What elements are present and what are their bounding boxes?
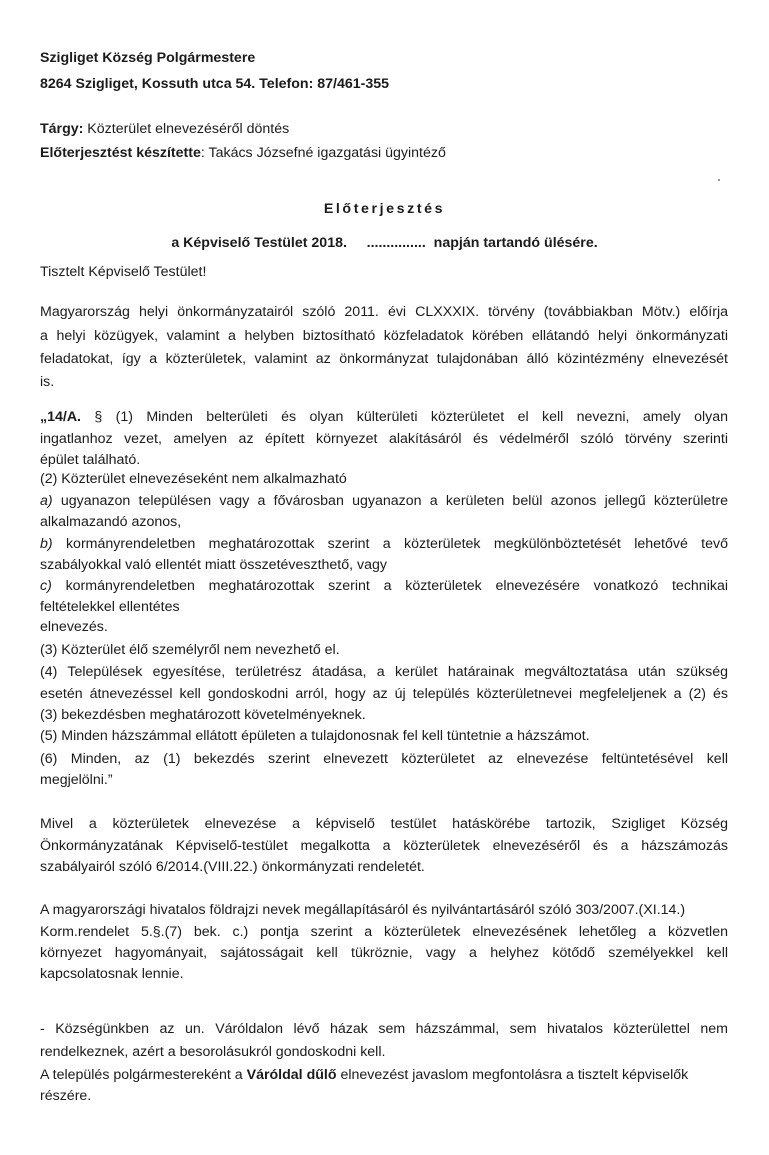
para2-line-3: szabályairól szóló 6/2014.(VIII.22.) önkormányzati rendeletét. xyxy=(40,859,425,875)
quote-line-1 xyxy=(40,408,728,426)
quote-p4-line-2: esetén átnevezéssel kell gondoskodni arról, hogy az új település közterületnevei megfeleljenek a (2) és xyxy=(40,686,728,702)
quote-c-text: kormányrendeletben meghatározottak szerint a közterületek elnevezésére vonatkozó technikai xyxy=(51,578,728,594)
proposal-post: elnevezést javaslom megfontolásra a tisztelt képviselők xyxy=(336,1067,689,1083)
quote-lead: „14/A. xyxy=(40,409,82,425)
header-address: 8264 Szigliget, Kossuth utca 54. Telefon: 87/461-355 xyxy=(40,76,390,92)
subtitle-part2: napján tartandó ülésére. xyxy=(433,235,598,251)
quote-a-text: ugyanazon településen vagy a fővárosban ugyanazon a kerületen belül azonos jellegű közterületre xyxy=(52,493,728,509)
prepared-text: : Takács Józsefné igazgatási ügyintéző xyxy=(200,145,446,161)
quote-p4-line-1: (4) Települések egyesítése, területrész átadása, a kerület határainak megváltoztatása után szükség xyxy=(40,664,728,680)
quote-p6-line-1: (6) Minden, az (1) bekezdés szerint elnevezett közterületet az elnevezése feltüntetésével kell xyxy=(40,751,728,767)
quote-b-line-2: szabályokkal való ellentét miatt összetéveszthető, vagy xyxy=(40,557,387,573)
subtitle-part1: a Képviselő Testület 2018. xyxy=(171,235,347,251)
prepared-by-line xyxy=(40,144,446,162)
para4-line-2: rendelkeznek, azért a besorolásukról gondoskodni kell. xyxy=(40,1044,386,1060)
quote-line-2: ingatlanhoz vezet, amelyen az épített környezet alakításáról és védelméről szóló törvény szerinti xyxy=(40,431,728,447)
para3-line-1: A magyarországi hivatalos földrajzi nevek megállapításáról és nyilvántartásáról szóló 303/2007.(XI.14.) xyxy=(40,902,686,918)
quote-c-mark: c) xyxy=(40,578,52,594)
greeting: Tisztelt Képviselő Testület! xyxy=(40,264,207,280)
proposal-line-2: részére. xyxy=(40,1088,92,1104)
quote-a-mark: a) xyxy=(40,493,53,509)
subject-label: Tárgy: xyxy=(40,121,84,137)
quote-line-4: (2) Közterület elnevezéseként nem alkalmazható xyxy=(40,471,347,487)
scan-speck xyxy=(718,179,720,181)
document-title: Előterjesztés xyxy=(323,201,446,217)
subject-line xyxy=(40,120,289,138)
quote-line-3: épület található. xyxy=(40,452,141,468)
proposal-pre: A település polgármestereként a xyxy=(40,1067,247,1083)
para3-line-3: környezet hagyományait, sajátosságait kell tükröznie, vagy a helyhez kötődő személyekkel kell xyxy=(40,945,728,961)
proposal-line-1 xyxy=(40,1066,688,1084)
document-subtitle xyxy=(0,234,769,252)
quote-c-line-2: feltételekkel ellentétes xyxy=(40,599,180,615)
para3-line-2: Korm.rendelet 5.§.(7) bek. c.) pontja szerint a közterületek elnevezésének lehetőleg a közvetlen xyxy=(40,924,728,940)
proposal-name: Váróldal dűlő xyxy=(246,1067,337,1083)
subtitle-dots: ............... xyxy=(366,235,426,251)
intro-line-4: is. xyxy=(40,374,55,390)
intro-line-3: feladatokat, így a közterületek, valamint az önkormányzat tulajdonában álló közintézmény elnevezését xyxy=(40,351,728,367)
quote-p6-line-2: megjelölni.” xyxy=(40,772,113,788)
quote-b-mark: b) xyxy=(40,536,53,552)
quote-p4-line-3: (3) bekezdésben meghatározott követelményeknek. xyxy=(40,707,366,723)
quote-b-line-1 xyxy=(40,535,728,553)
prepared-label: Előterjesztést készítette xyxy=(40,145,201,161)
subject-text: Közterület elnevezéséről döntés xyxy=(83,121,290,137)
quote-a-line-2: alkalmazandó azonos, xyxy=(40,514,182,530)
header-org: Szigliget Község Polgármestere xyxy=(40,50,256,66)
quote-p3: (3) Közterület élő személyről nem nevezhető el. xyxy=(40,642,340,658)
quote-p5: (5) Minden házszámmal ellátott épületen a tulajdonosnak fel kell tüntetnie a házszámot. xyxy=(40,728,590,744)
intro-line-1: Magyarország helyi önkormányzatairól szóló 2011. évi CLXXXIX. törvény (továbbiakban Mötv.) előírja xyxy=(40,304,728,320)
quote-c-line-1 xyxy=(40,577,728,595)
quote-c-line-3: elnevezés. xyxy=(40,619,108,635)
quote-l1-rest: § (1) Minden belterületi és olyan külterületi közterületet el kell nevezni, amely olyan xyxy=(81,409,728,425)
quote-b-text: kormányrendeletben meghatározottak szerint a közterületek megkülönböztetését lehetővé tevő xyxy=(52,536,728,552)
intro-line-2: a helyi közügyek, valamint a helyben biztosítható közfeladatok körében ellátandó helyi önkormányzati xyxy=(40,328,728,344)
para4-line-1: - Községünkben az un. Váróldalon lévő házak sem házszámmal, sem hivatalos közterülettel nem xyxy=(40,1021,728,1037)
para3-line-4: kapcsolatosnak lennie. xyxy=(40,966,184,982)
para2-line-2: Önkormányzatának Képviselő-testület megalkotta a közterületek elnevezéséről és a házszámozás xyxy=(40,838,728,854)
para2-line-1: Mivel a közterületek elnevezése a képviselő testület hatáskörébe tartozik, Szigliget Község xyxy=(40,816,728,832)
quote-a-line-1 xyxy=(40,492,728,510)
